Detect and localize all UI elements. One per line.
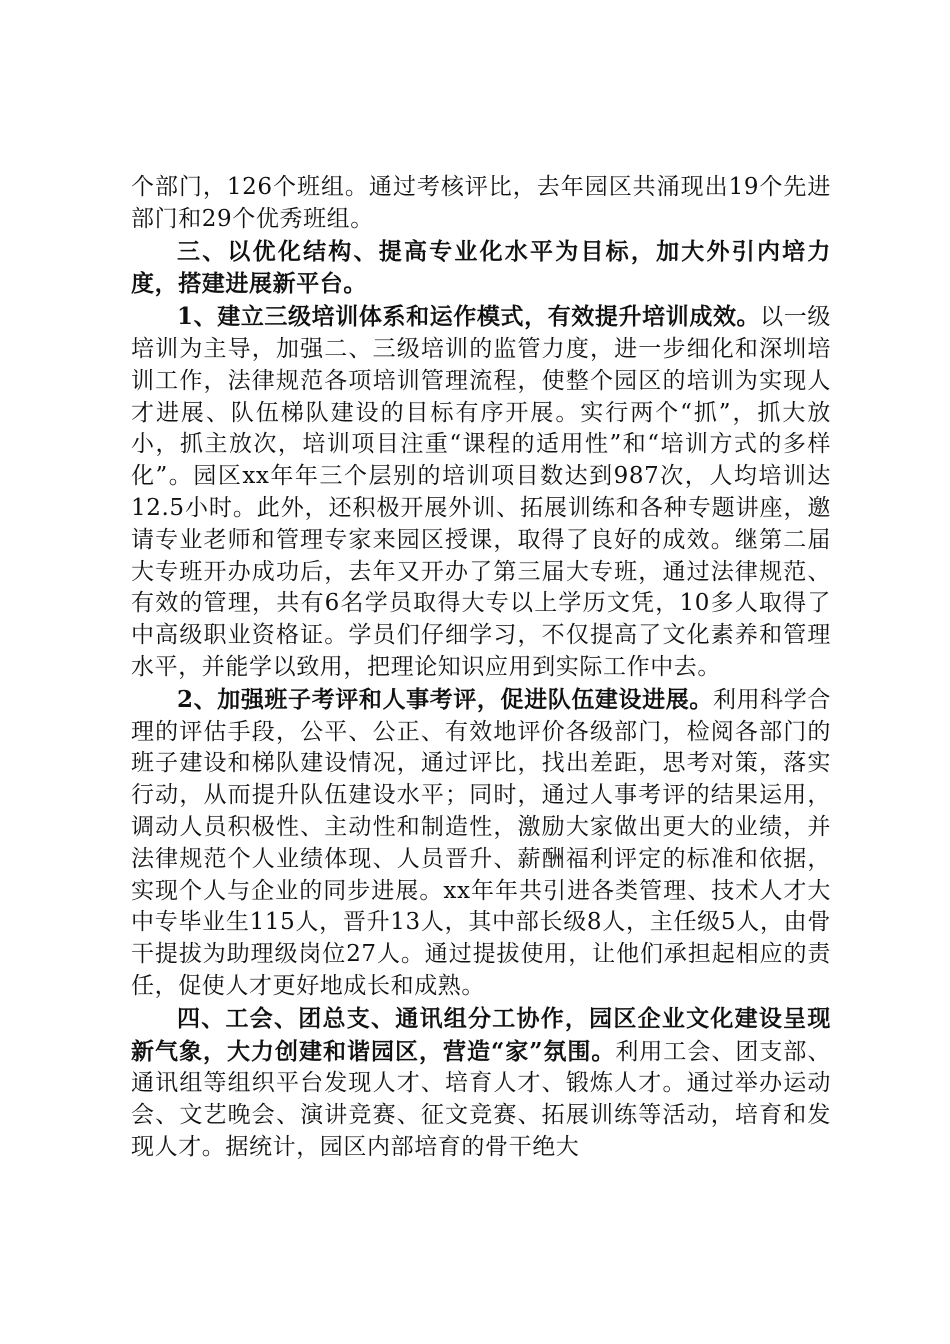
section-heading-three: [131, 236, 831, 302]
paragraph-text: 以一级培训为主导，加强二、三级培训的监管力度，进一步细化和深圳培训工作，法律规范各项培训管理流程，使整个园区的培训为实现人才进展、队伍梯队建设的目标有序开展。实行两个“抓”，抓大放小，抓主放次，培训项目注重“课程的适用性”和“培训方式的多样化”。园区xx年年三个层别的培训项目数达到987次，人均培训达12.5小时。此外，还积极开展外训、拓展训练和各种专题讲座，邀请专业老师和管理专家来园区授课，取得了良好的成效。继第二届大专班开办成功后，去年又开办了第三届大专班，通过法律规范、有效的管理，共有6名学员取得大专以上学历文凭，10多人取得了中高级职业资格证。学员们仔细学习，不仅提高了文化素养和管理水平，并能学以致用，把理论知识应用到实际工作中去。: [131, 304, 831, 680]
paragraph-continuation: [131, 172, 831, 236]
paragraph-lead-heading: 2、加强班子考评和人事考评，促进队伍建设进展。: [177, 685, 713, 713]
paragraph-training-system: [131, 301, 831, 684]
paragraph-union-culture: [131, 1003, 831, 1164]
paragraph-text: 利用工会、团支部、通讯组等组织平台发现人才、培育人才、锻炼人才。通过举办运动会、文艺晚会、演讲竞赛、征文竞赛、拓展训练等活动，培育和发现人才。据统计，园区内部培育的骨干绝大: [131, 1038, 832, 1160]
paragraph-text: 个部门，126个班组。通过考核评比，去年园区共涌现出19个先进部门和29个优秀班组。: [131, 174, 831, 232]
paragraph-team-evaluation: [131, 684, 831, 1003]
document-body: [131, 172, 831, 1164]
paragraph-lead-heading: 1、建立三级培训体系和运作模式，有效提升培训成效。: [177, 303, 761, 331]
section-heading-text: 三、以优化结构、提高专业化水平为目标，加大外引内培力度，搭建进展新平台。: [131, 237, 831, 298]
section-heading-text: 四、工会、团总支、通讯组分工协作，园区企业文化建设呈现新气象，大力创建和谐园区，营造“家”氛围。: [131, 1004, 831, 1065]
paragraph-text: 利用科学合理的评估手段，公平、公正、有效地评价各级部门，检阅各部门的班子建设和梯队建设情况，通过评比，找出差距，思考对策，落实行动，从而提升队伍建设水平；同时，通过人事考评的结果运用，调动人员积极性、主动性和制造性，激励大家做出更大的业绩，并法律规范个人业绩体现、人员晋升、薪酬福利评定的标准和依据，实现个人与企业的同步进展。xx年年共引进各类管理、技术人才大中专毕业生115人，晋升13人，其中部长级8人，主任级5人，由骨干提拔为助理级岗位27人。通过提拔使用，让他们承担起相应的责任，促使人才更好地成长和成熟。: [131, 686, 831, 999]
